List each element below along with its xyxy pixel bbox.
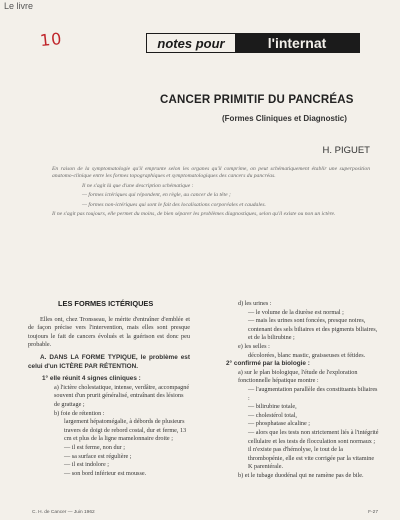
list-item: — cholestérol total, [248,411,297,419]
list-heading: 2° confirmé par la biologie : [226,360,310,368]
list-item: décolorées, blanc mastic, graisseuses et fétides. [248,351,366,359]
intro-paragraph: Il ne s'agit pas toujours, elle permet du moins, de bien séparer les problèmes diagnostiques, selon qu'il existe ou non un ictère. [52,211,336,218]
list-item: — bilirubine totale, [248,403,297,411]
body-paragraph: Elles ont, chez Tronsseau, le mérite d'entraîner d'emblée et de façon précise vers l'intervention, mais elles sont presque toujours le fait de cancers évolués et la guérison est donc peu probable. [28,315,190,349]
list-item: — alors que les tests non strictement liés à l'intégrité cellulaire et les tests de flocculation sont normaux ; il n'existe pas d'hémolyse, le tout de la thrombopénie, elle est vite corrigée par la vitamine K parentérale. [248,428,379,471]
list-item: — phosphatase alcaline ; [248,420,311,428]
list-item: — son bord inférieur est mousse. [64,469,147,477]
intro-paragraph: Il ne s'agit là que d'une description schématique : [82,182,194,189]
list-item: b) foie de rétention : [54,409,105,417]
list-item: — mais les urines sont foncées, presque noires, contenant des sels biliaires et des pigments biliaires, et de la bilirubine ; [248,317,378,342]
footer-source: C. H. de Cancer — Juin 1962 [32,510,95,515]
top-margin-note: Le livre [4,1,34,11]
section-heading: LES FORMES ICTÉRIQUES [58,299,154,308]
list-item: e) les selles : [238,342,270,350]
intro-list-item: — formes non-ictériques qui sont le fait des localisations corporéales et caudales. [82,201,266,208]
series-banner [146,33,360,53]
banner-left-text: notes pour [157,35,225,51]
article-author: H. PIGUET [322,145,370,156]
article-subtitle: (Formes Cliniques et Diagnostic) [222,114,347,123]
article-title: CANCER PRIMITIF DU PANCRÉAS [160,94,354,106]
list-item: b) et le tubage duodénal qui ne ramène pas de bile. [238,471,364,479]
list-item: — il est ferme, non dur ; [64,443,126,451]
list-item: — sa surface est régulière ; [64,452,132,460]
intro-paragraph: En raison de la symptomatologie qu'il emprunte selon les organes qu'il comprime, on peut schématiquement établir une superposition anatomo-clinique entre les formes topographiques et symptomatologiques des cancers du pancréas. [52,166,370,180]
list-item: a) sur le plan biologique, l'étude de l'exploration fonctionnelle hépatique montre : [238,368,358,385]
list-item: d) les urines : [238,300,272,307]
list-item: largement hépatomégalie, à débords de plusieurs travers de doigt de rebord costal, dur et ferme, 13 cm et plus de la ligne mamelonnaire droite ; [64,418,187,443]
banner-right-text: l'internat [235,34,359,52]
subsection-heading: A. DANS LA FORME TYPIQUE, le problème est celui d'un ICTÈRE PAR RÉTENTION. [28,353,190,370]
list-item: — le volume de la diurèse est normal ; [248,308,344,316]
list-item: — l'augmentation parallèle des constituants biliaires : [248,385,378,402]
list-item: a) l'ictère cholestatique, intense, verdâtre, accompagné souvent d'un prurit généralisé, entraînant des lésions de grattage ; [54,383,190,408]
right-column [212,300,380,480]
handwritten-number: 10 [39,28,64,51]
left-column [28,300,190,478]
list-heading: 1° elle réunit 4 signes cliniques : [42,375,141,383]
intro-block [52,166,370,220]
list-item: — il est indolore ; [64,461,110,469]
intro-list-item: — formes ictériques qui répondent, en règle, au cancer de la tête ; [82,192,231,199]
footer-page-number: F-27 [368,510,378,515]
